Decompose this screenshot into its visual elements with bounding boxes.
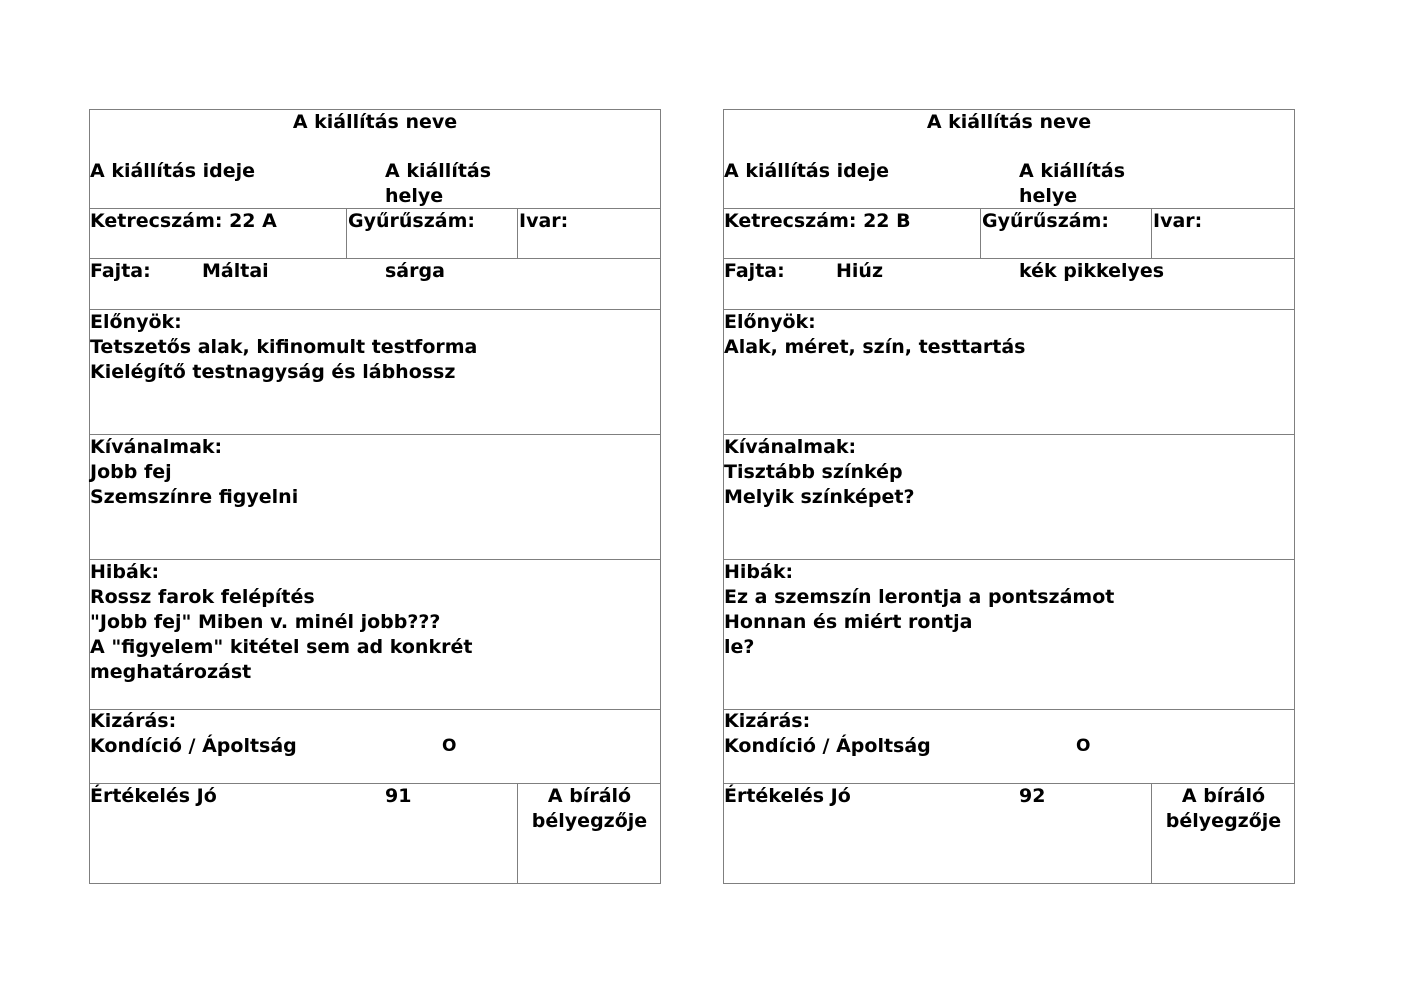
judge-stamp-label: bélyegzője bbox=[1165, 810, 1282, 832]
divider bbox=[346, 208, 347, 259]
color-value: sárga bbox=[385, 260, 445, 282]
show-name-label: A kiállítás neve bbox=[292, 111, 458, 133]
wish-line: Jobb fej bbox=[90, 461, 172, 483]
advantages-title: Előnyök: bbox=[90, 311, 182, 333]
rating-label: Értékelés Jó bbox=[90, 785, 217, 807]
rating-label: Értékelés Jó bbox=[724, 785, 851, 807]
wish-line: Melyik színképet? bbox=[724, 486, 915, 508]
cage-number-label: Ketrecszám: 22 B bbox=[724, 210, 911, 232]
wish-line: Tisztább színkép bbox=[724, 461, 903, 483]
border-right bbox=[660, 109, 661, 884]
fault-line: Rossz farok felépítés bbox=[90, 586, 315, 608]
show-name-label: A kiállítás neve bbox=[926, 111, 1092, 133]
advantage-line: Alak, méret, szín, testtartás bbox=[724, 336, 1026, 358]
fault-line: le? bbox=[724, 636, 755, 658]
color-value: kék pikkelyes bbox=[1019, 260, 1165, 282]
rating-value: 91 bbox=[385, 785, 412, 807]
fault-line: Honnan és miért rontja bbox=[724, 611, 973, 633]
breed-value: Hiúz bbox=[836, 260, 883, 282]
fault-line: "Jobb fej" Miben v. minél jobb??? bbox=[90, 611, 441, 633]
divider bbox=[980, 208, 981, 259]
divider bbox=[723, 258, 1295, 259]
border-bottom bbox=[89, 883, 661, 884]
advantage-line: Kielégítő testnagyság és lábhossz bbox=[90, 361, 456, 383]
rating-value: 92 bbox=[1019, 785, 1046, 807]
fault-line: meghatározást bbox=[90, 661, 252, 683]
border-right bbox=[1294, 109, 1295, 884]
judge-stamp-label: A bíráló bbox=[1181, 785, 1266, 807]
divider bbox=[1151, 208, 1152, 259]
exclusion-title: Kizárás: bbox=[724, 710, 811, 732]
advantage-line: Tetszetős alak, kifinomult testforma bbox=[90, 336, 478, 358]
sex-label: Ivar: bbox=[1153, 210, 1203, 232]
divider bbox=[89, 258, 661, 259]
fault-line: Ez a szemszín lerontja a pontszámot bbox=[724, 586, 1115, 608]
breed-label: Fajta: bbox=[724, 260, 785, 282]
divider bbox=[723, 559, 1295, 560]
faults-title: Hibák: bbox=[724, 561, 794, 583]
cage-number-label: Ketrecszám: 22 A bbox=[90, 210, 277, 232]
show-place-label: helye bbox=[385, 185, 444, 207]
wishes-title: Kívánalmak: bbox=[724, 436, 857, 458]
ring-number-label: Gyűrűszám: bbox=[982, 210, 1109, 232]
show-place-label: A kiállítás bbox=[385, 160, 492, 182]
exclusion-title: Kizárás: bbox=[90, 710, 177, 732]
condition-mark: O bbox=[442, 736, 457, 756]
condition-label: Kondíció / Ápoltság bbox=[90, 735, 297, 757]
wish-line: Szemszínre figyelni bbox=[90, 486, 299, 508]
judging-card-b bbox=[723, 109, 1295, 884]
show-date-label: A kiállítás ideje bbox=[724, 160, 890, 182]
condition-mark: O bbox=[1076, 736, 1091, 756]
show-date-label: A kiállítás ideje bbox=[90, 160, 256, 182]
judging-card-a bbox=[89, 109, 661, 884]
border-bottom bbox=[723, 883, 1295, 884]
condition-label: Kondíció / Ápoltság bbox=[724, 735, 931, 757]
sex-label: Ivar: bbox=[519, 210, 569, 232]
advantages-title: Előnyök: bbox=[724, 311, 816, 333]
fault-line: A "figyelem" kitétel sem ad konkrét bbox=[90, 636, 473, 658]
divider bbox=[89, 559, 661, 560]
breed-label: Fajta: bbox=[90, 260, 151, 282]
breed-value: Máltai bbox=[202, 260, 269, 282]
divider bbox=[517, 208, 518, 259]
show-place-label: helye bbox=[1019, 185, 1078, 207]
judge-stamp-label: bélyegzője bbox=[531, 810, 648, 832]
faults-title: Hibák: bbox=[90, 561, 160, 583]
wishes-title: Kívánalmak: bbox=[90, 436, 223, 458]
show-place-label: A kiállítás bbox=[1019, 160, 1126, 182]
ring-number-label: Gyűrűszám: bbox=[348, 210, 475, 232]
judge-stamp-label: A bíráló bbox=[547, 785, 632, 807]
